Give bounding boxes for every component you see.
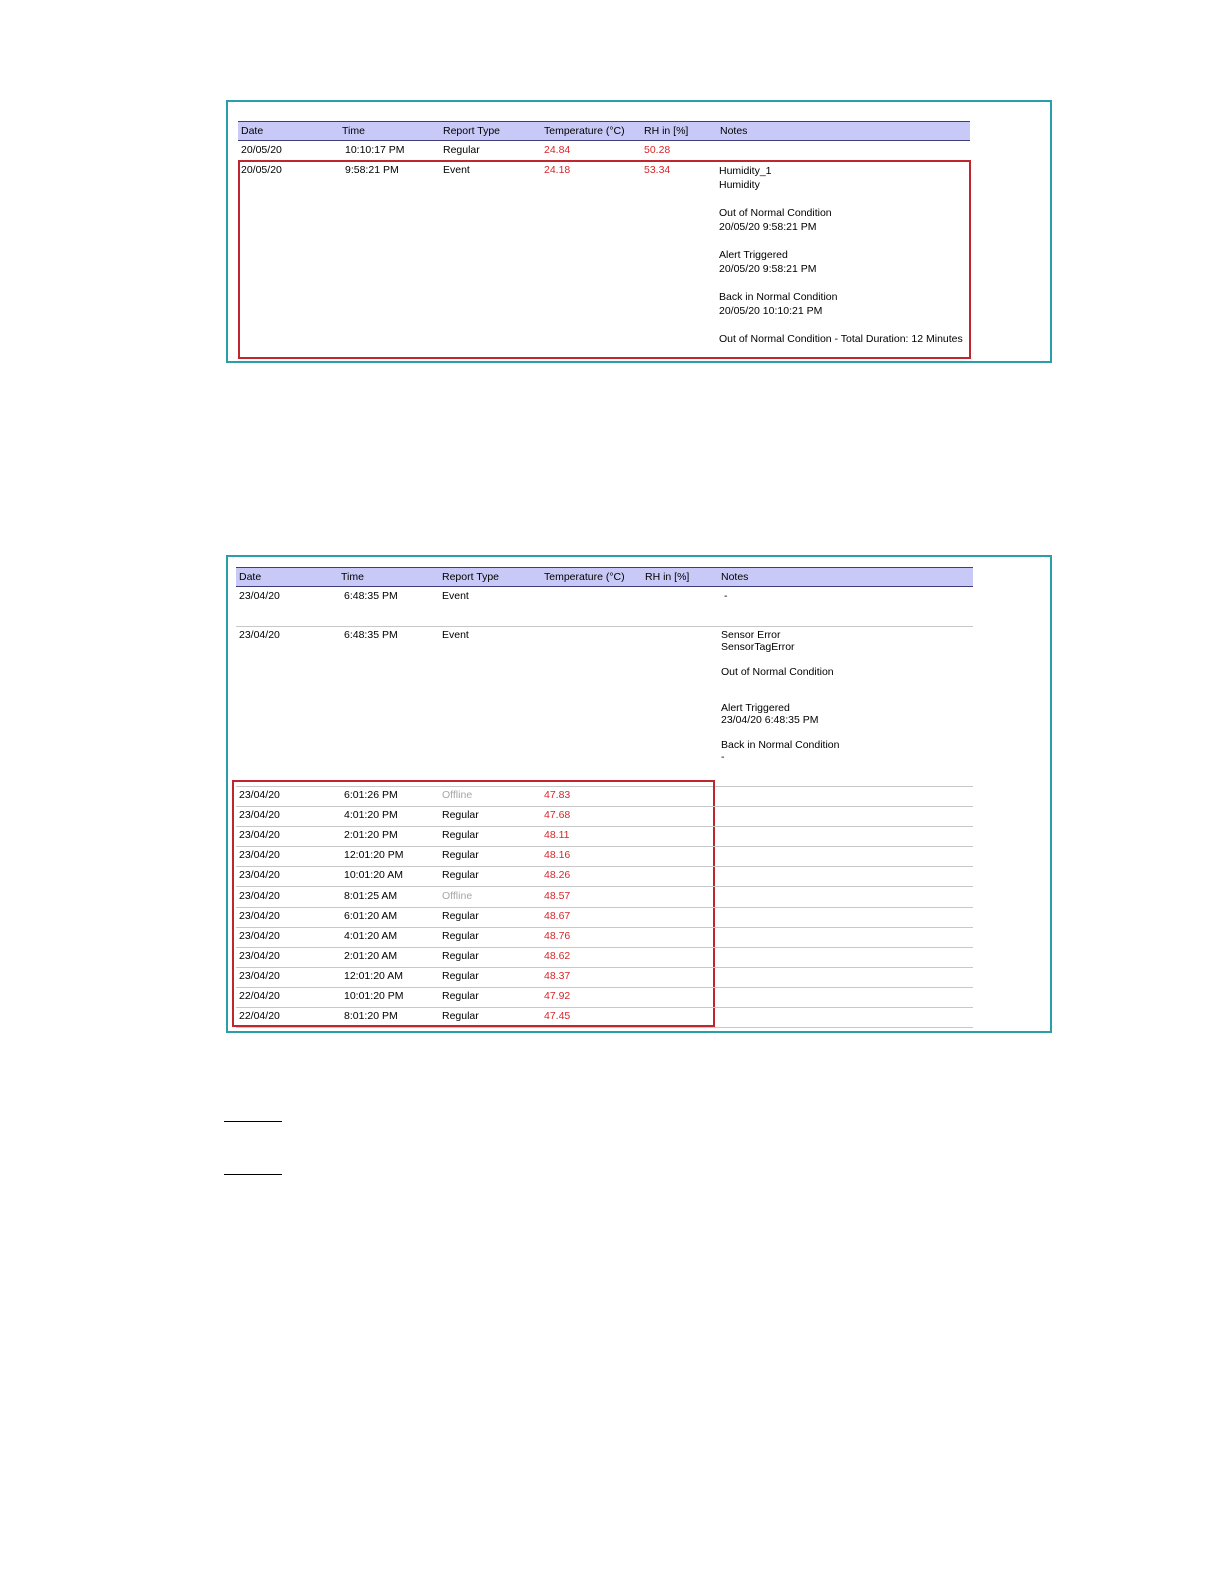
notes-line: - (721, 751, 725, 763)
row-temp: 48.16 (544, 849, 571, 861)
row-type: Regular (442, 1010, 479, 1022)
table2-event2-date: 23/04/20 (239, 629, 280, 641)
row-time: 10:01:20 AM (344, 869, 403, 881)
table1-row1-time: 10:10:17 PM (345, 144, 405, 156)
table1-row2-type: Event (443, 164, 470, 176)
table1-row1-temp: 24.84 (544, 144, 571, 156)
notes-line: 23/04/20 6:48:35 PM (721, 714, 819, 726)
table2-event2-notes-b (721, 702, 839, 763)
table2-header-time: Time (341, 571, 364, 583)
row-divider (236, 947, 973, 948)
table1-row1-type: Regular (443, 144, 480, 156)
notes-line: Humidity (719, 179, 760, 191)
notes-line: Out of Normal Condition - Total Duration: 12 Minutes (719, 333, 963, 345)
row-temp: 48.76 (544, 930, 571, 942)
notes-line (719, 318, 963, 332)
table1-row2-rh: 53.34 (644, 164, 671, 176)
table2-event2-type: Event (442, 629, 469, 641)
row-date: 23/04/20 (239, 789, 280, 801)
row-divider (236, 866, 973, 867)
row-date: 23/04/20 (239, 930, 280, 942)
table2-event2-notes-a (721, 629, 834, 678)
notes-line (719, 276, 963, 290)
table1-row1-date: 20/05/20 (241, 144, 282, 156)
row-time: 10:01:20 PM (344, 990, 404, 1002)
row-time: 8:01:20 PM (344, 1010, 398, 1022)
row-date: 23/04/20 (239, 890, 280, 902)
notes-line: Back in Normal Condition (719, 291, 838, 303)
table1-row2-date: 20/05/20 (241, 164, 282, 176)
row-type: Regular (442, 849, 479, 861)
row-divider (236, 626, 973, 627)
row-time: 12:01:20 AM (344, 970, 403, 982)
table1-row1-rh: 50.28 (644, 144, 671, 156)
row-temp: 47.83 (544, 789, 571, 801)
row-time: 2:01:20 AM (344, 950, 398, 962)
signature-line (224, 1121, 282, 1122)
row-date: 23/04/20 (239, 869, 280, 881)
notes-line: 20/05/20 9:58:21 PM (719, 221, 817, 233)
notes-line: SensorTagError (721, 641, 795, 653)
row-time: 2:01:20 PM (344, 829, 398, 841)
row-type: Regular (442, 869, 479, 881)
notes-line (719, 192, 963, 206)
row-temp: 47.92 (544, 990, 571, 1002)
notes-line (719, 234, 963, 248)
notes-line: Out of Normal Condition (719, 207, 832, 219)
signature-line (224, 1174, 282, 1175)
table2-header-rh: RH in [%] (645, 571, 690, 583)
row-divider (236, 886, 973, 887)
row-date: 23/04/20 (239, 970, 280, 982)
row-date: 23/04/20 (239, 829, 280, 841)
row-type: Regular (442, 970, 479, 982)
notes-line: Back in Normal Condition (721, 739, 840, 751)
table2-event2-time: 6:48:35 PM (344, 629, 398, 641)
notes-line: 20/05/20 9:58:21 PM (719, 263, 817, 275)
row-type: Regular (442, 990, 479, 1002)
notes-line: Sensor Error (721, 629, 781, 641)
row-divider (236, 927, 973, 928)
row-temp: 48.57 (544, 890, 571, 902)
row-type: Offline (442, 789, 473, 801)
row-type: Regular (442, 829, 479, 841)
table1-header-notes: Notes (720, 125, 748, 137)
row-temp: 48.67 (544, 910, 571, 922)
notes-line: Alert Triggered (721, 702, 790, 714)
row-time: 8:01:25 AM (344, 890, 398, 902)
table1-header-rh: RH in [%] (644, 125, 689, 137)
row-type: Regular (442, 910, 479, 922)
row-divider (236, 846, 973, 847)
notes-line: Out of Normal Condition (721, 666, 834, 678)
row-type: Regular (442, 809, 479, 821)
row-type: Regular (442, 950, 479, 962)
row-date: 23/04/20 (239, 809, 280, 821)
row-date: 22/04/20 (239, 990, 280, 1002)
table2-event1-notes: - (724, 590, 728, 602)
row-time: 4:01:20 PM (344, 809, 398, 821)
notes-line (721, 726, 839, 739)
notes-line (721, 653, 834, 666)
row-type: Offline (442, 890, 473, 902)
table2-header-temperature: Temperature (°C) (544, 571, 625, 583)
row-divider (236, 826, 973, 827)
row-divider (236, 1027, 973, 1028)
row-date: 23/04/20 (239, 950, 280, 962)
row-time: 6:01:20 AM (344, 910, 398, 922)
table1-header-temperature: Temperature (°C) (544, 125, 625, 137)
row-temp: 47.68 (544, 809, 571, 821)
row-temp: 47.45 (544, 1010, 571, 1022)
row-divider (236, 1007, 973, 1008)
table1-header-report-type: Report Type (443, 125, 501, 137)
notes-line: Humidity_1 (719, 165, 772, 177)
row-time: 4:01:20 AM (344, 930, 398, 942)
notes-line: 20/05/20 10:10:21 PM (719, 305, 823, 317)
table1-row2-time: 9:58:21 PM (345, 164, 399, 176)
table2-event1-type: Event (442, 590, 469, 602)
row-temp: 48.11 (544, 829, 570, 841)
table1-header-date: Date (241, 125, 264, 137)
row-divider (236, 907, 973, 908)
table1-header-time: Time (342, 125, 365, 137)
table2-header-report-type: Report Type (442, 571, 500, 583)
row-time: 12:01:20 PM (344, 849, 404, 861)
table2-event1-time: 6:48:35 PM (344, 590, 398, 602)
row-time: 6:01:26 PM (344, 789, 398, 801)
row-divider (236, 987, 973, 988)
table1-row2-temp: 24.18 (544, 164, 571, 176)
table2-header-date: Date (239, 571, 262, 583)
row-temp: 48.26 (544, 869, 571, 881)
row-temp: 48.37 (544, 970, 571, 982)
table2-header-notes: Notes (721, 571, 749, 583)
row-date: 23/04/20 (239, 910, 280, 922)
row-date: 23/04/20 (239, 849, 280, 861)
table1-row2-notes (719, 164, 963, 346)
notes-line: Alert Triggered (719, 249, 788, 261)
row-temp: 48.62 (544, 950, 571, 962)
row-divider (236, 967, 973, 968)
row-divider (236, 806, 973, 807)
row-type: Regular (442, 930, 479, 942)
table2-event1-date: 23/04/20 (239, 590, 280, 602)
row-date: 22/04/20 (239, 1010, 280, 1022)
